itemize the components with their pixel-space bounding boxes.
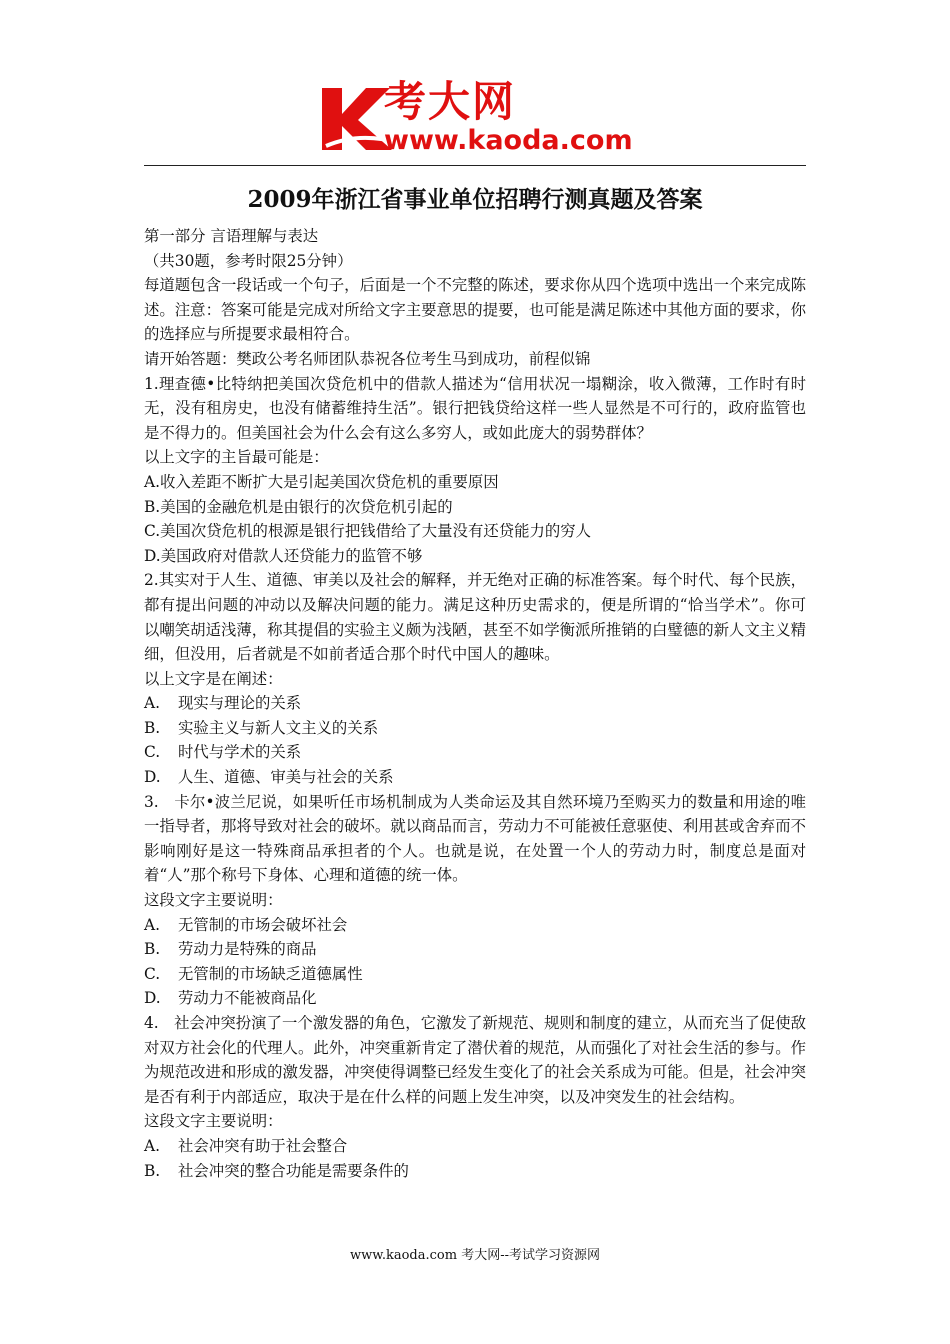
document-body xyxy=(144,224,806,1183)
part-heading: 第一部分 言语理解与表达 xyxy=(144,227,319,245)
question-stem: 3. 卡尔•波兰尼说，如果听任市场机制成为人类命运及其自然环境乃至购买力的数量和用途的唯一指导者，那将导致对社会的破坏。就以商品而言，劳动力不可能被任意驱使、利用甚或舍弃而不影响刚好是这一特殊商品承担者的个人。也就是说，在处置一个人的劳动力时，制度总是面对着“人”那个称号下身体、心理和道德的统一体。 xyxy=(144,792,806,885)
option-c: C.美国次贷危机的根源是银行把钱借给了大量没有还贷能力的穷人 xyxy=(144,522,592,541)
question-3 xyxy=(144,790,806,1011)
page-footer: www.kaoda.com 考大网--考试学习资源网 xyxy=(350,1248,600,1263)
option-a: A. 社会冲突有助于社会整合 xyxy=(144,1136,348,1155)
question-ask: 这段文字主要说明： xyxy=(144,1112,283,1131)
logo-url: www.kaoda.com xyxy=(384,125,633,156)
option-a: A.收入差距不断扩大是引起美国次贷危机的重要原因 xyxy=(144,472,499,491)
option-b: B.美国的金融危机是由银行的次贷危机引起的 xyxy=(144,497,453,516)
question-4 xyxy=(144,1011,806,1183)
header-divider xyxy=(144,165,806,166)
question-ask: 这段文字主要说明： xyxy=(144,891,283,910)
kaoda-logo xyxy=(318,77,648,160)
question-stem: 1.理查德•比特纳把美国次贷危机中的借款人描述为“信用状况一塌糊涂，收入微薄，工作时有时无，没有租房史，也没有储蓄维持生活”。银行把钱贷给这样一些人显然是不可行的，政府监管也是不得力的。但美国社会为什么会有这么多穷人，或如此庞大的弱势群体？ xyxy=(144,374,806,442)
question-stem: 2.其实对于人生、道德、审美以及社会的解释，并无绝对正确的标准答案。每个时代、每个民族，都有提出问题的冲动以及解决问题的能力。满足这种历史需求的，便是所谓的“恰当学术”。你可以嘲笑胡适浅薄，称其提倡的实验主义颇为浅陋，甚至不如学衡派所推销的白璧德的新人文主义精细，但没用，后者就是不如前者适合那个时代中国人的趣味。 xyxy=(144,571,806,664)
option-d: D. 劳动力不能被商品化 xyxy=(144,989,317,1008)
option-b: B. 实验主义与新人文主义的关系 xyxy=(144,718,379,737)
option-a: A. 无管制的市场会破坏社会 xyxy=(144,915,348,934)
question-ask: 以上文字的主旨最可能是： xyxy=(144,448,329,467)
start-line: 请开始答题：樊政公考名师团队恭祝各位考生马到成功，前程似锦 xyxy=(144,349,591,368)
option-c: C. 无管制的市场缺乏道德属性 xyxy=(144,964,363,983)
question-2 xyxy=(144,568,806,789)
instructions: 每道题包含一段话或一个句子，后面是一个不完整的陈述，要求你从四个选项中选出一个来完成陈述。注意：答案可能是完成对所给文字主要意思的提要，也可能是满足陈述中其他方面的要求，你的选择应与所提要求最相符合。 xyxy=(144,276,806,344)
option-a: A. 现实与理论的关系 xyxy=(144,694,302,713)
question-stem: 4. 社会冲突扮演了一个激发器的角色，它激发了新规范、规则和制度的建立，从而充当了促使敌对双方社会化的代理人。此外，冲突重新肯定了潜伏着的规范，从而强化了对社会生活的参与。作为规范改进和形成的激发器，冲突使得调整已经发生变化了的社会关系成为可能。但是，社会冲突是否有利于内部适应，取决于是在什么样的问题上发生冲突，以及冲突发生的社会结构。 xyxy=(144,1014,806,1106)
logo-chinese-name: 考大网 xyxy=(384,77,517,126)
time-note: （共30题，参考时限25分钟） xyxy=(144,251,353,270)
option-c: C. 时代与学术的关系 xyxy=(144,743,302,762)
option-b: B. 劳动力是特殊的商品 xyxy=(144,940,317,959)
option-b: B. 社会冲突的整合功能是需要条件的 xyxy=(144,1161,409,1180)
option-d: D.美国政府对借款人还贷能力的监管不够 xyxy=(144,546,423,565)
question-1 xyxy=(144,372,806,569)
option-d: D. 人生、道德、审美与社会的关系 xyxy=(144,768,394,787)
question-ask: 以上文字是在阐述： xyxy=(144,669,283,688)
document-title: 2009年浙江省事业单位招聘行测真题及答案 xyxy=(247,186,703,213)
